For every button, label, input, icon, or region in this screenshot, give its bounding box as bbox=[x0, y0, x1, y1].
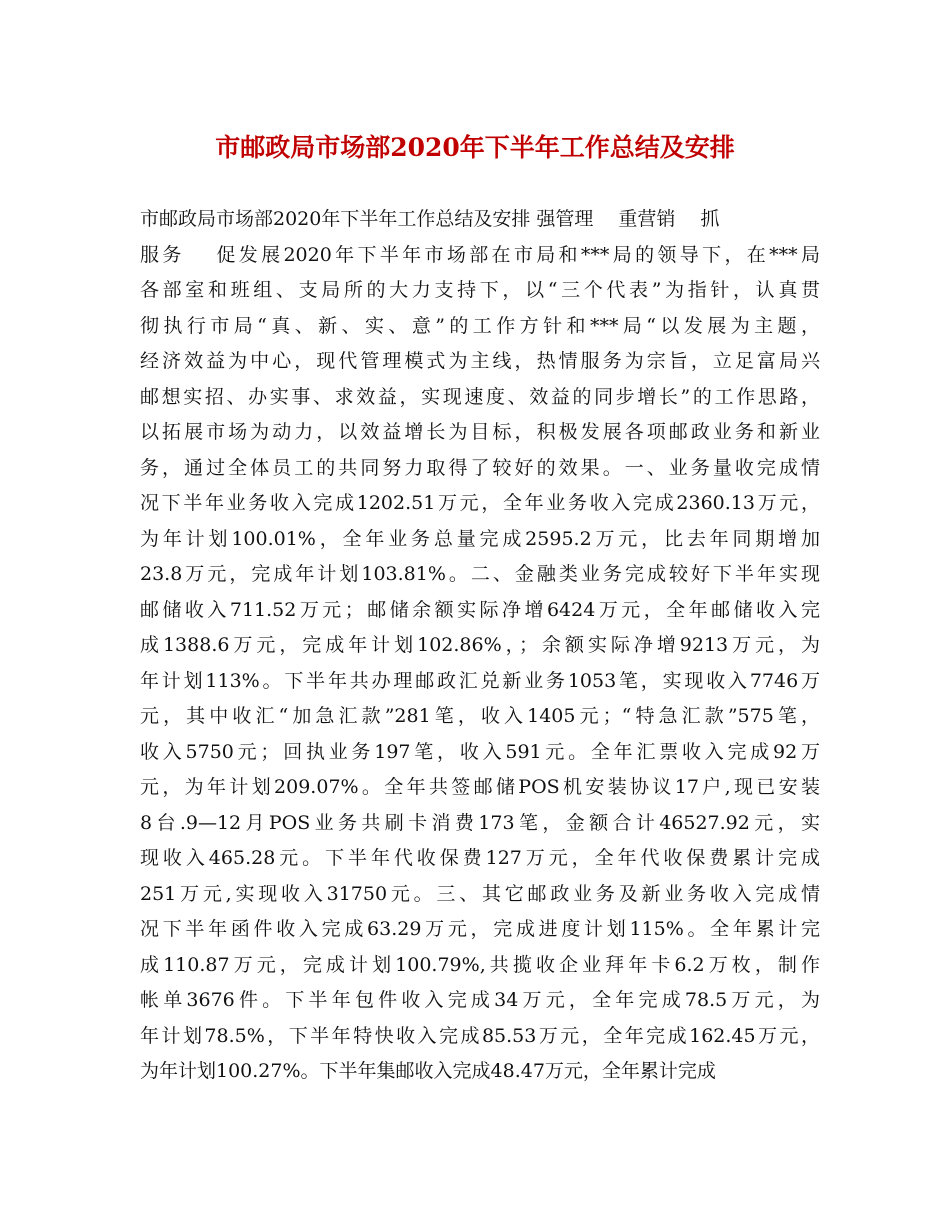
body-line: 邮想实招、办实事、求效益，实现速度、效益的同步增长”的工作思路， bbox=[140, 385, 820, 408]
document-title: 市邮政局市场部2020年下半年工作总结及安排 bbox=[215, 133, 735, 162]
body-line: 8台.9—12月POS业务共刷卡消费173笔，金额合计46527.92元，实 bbox=[140, 811, 820, 834]
body-line: 成110.87万元，完成计划100.79%,共揽收企业拜年卡6.2万枚，制作 bbox=[140, 953, 820, 976]
body-line: 为年计划100.01%，全年业务总量完成2595.2万元，比去年同期增加 bbox=[140, 527, 820, 550]
body-line: 况下半年函件收入完成63.29万元，完成进度计划115%。全年累计完 bbox=[140, 918, 820, 940]
body-line: 况下半年业务收入完成1202.51万元，全年业务收入完成2360.13万元， bbox=[140, 492, 820, 514]
body-line: 年计划113%。下半年共办理邮政汇兑新业务1053笔，实现收入7746万 bbox=[140, 669, 820, 692]
body-line: 彻执行市局“真、新、实、意”的工作方针和***局“以发展为主题， bbox=[140, 314, 820, 337]
body-line: 元，其中收汇“加急汇款”281笔，收入1405元；“特急汇款”575笔， bbox=[140, 705, 820, 727]
body-line: 现收入465.28元。下半年代收保费127万元，全年代收保费累计完成 bbox=[140, 847, 820, 869]
body-line: 邮储收入711.52万元；邮储余额实际净增6424万元，全年邮储收入完 bbox=[140, 598, 820, 621]
body-line: 23.8万元，完成年计划103.81%。二、金融类业务完成较好下半年实现 bbox=[140, 563, 820, 585]
body-line: 年计划78.5%，下半年特快收入完成85.53万元，全年完成162.45万元， bbox=[140, 1024, 820, 1047]
body-line: 为年计划100.27%。下半年集邮收入完成48.47万元，全年累计完成 bbox=[140, 1060, 716, 1082]
document-body bbox=[140, 202, 820, 1090]
body-line: 251万元,实现收入31750元。三、其它邮政业务及新业务收入完成情 bbox=[140, 882, 820, 905]
body-line: 元，为年计划209.07%。全年共签邮储POS机安装协议17户,现已安装 bbox=[140, 776, 820, 798]
body-line: 服务 促发展2020年下半年市场部在市局和***局的领导下，在***局 bbox=[140, 243, 820, 266]
body-line: 收入5750元；回执业务197笔，收入591元。全年汇票收入完成92万 bbox=[140, 740, 820, 763]
body-line: 各部室和班组、支局所的大力支持下，以“三个代表”为指针，认真贯 bbox=[140, 279, 820, 301]
body-line: 经济效益为中心，现代管理模式为主线，热情服务为宗旨，立足富局兴 bbox=[140, 350, 820, 372]
body-line: 成1388.6万元，完成年计划102.86%，；余额实际净增9213万元，为 bbox=[140, 634, 820, 656]
body-line: 务，通过全体员工的共同努力取得了较好的效果。一、业务量收完成情 bbox=[140, 456, 820, 479]
body-line: 以拓展市场为动力，以效益增长为目标，积极发展各项邮政业务和新业 bbox=[140, 421, 820, 443]
body-line: 帐单3676件。下半年包件收入完成34万元，全年完成78.5万元，为 bbox=[140, 989, 820, 1011]
body-line: 市邮政局市场部2020年下半年工作总结及安排 强管理 重营销 抓 bbox=[140, 208, 720, 230]
